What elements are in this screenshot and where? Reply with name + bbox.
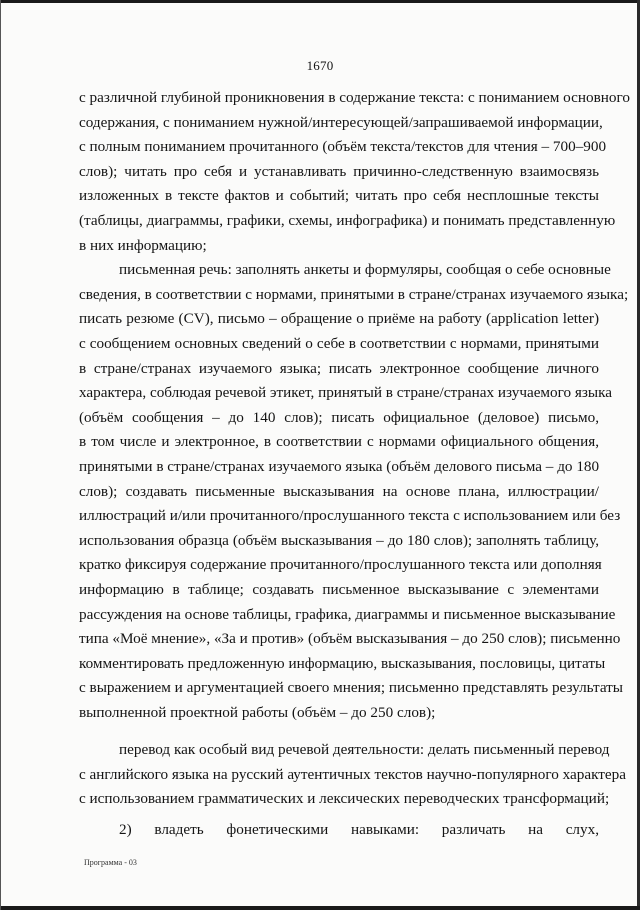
text-line: с английского языка на русский аутентичных текстов научно-популярного характера [79,765,626,783]
text-line: кратко фиксируя содержание прочитанного/прослушанного текста или дополняя [79,556,602,574]
text-line: с использованием грамматических и лексических переводческих трансформаций; [79,790,610,808]
text-line: характера, соблюдая речевой этикет, принятый в стране/странах изучаемого языка [79,384,612,402]
text-line: информацию в таблице; создавать письменное высказывание с элементами [79,581,599,598]
text-line: письменная речь: заполнять анкеты и формуляры, сообщая о себе основные [119,261,611,279]
footer-note: Программа - 03 [84,858,137,867]
text-line: (объём сообщения – до 140 слов); писать официальное (деловое) письмо, [79,408,599,426]
page-number: 1670 [306,58,334,73]
text-line: 2) владеть фонетическими навыками: различать на слух, [119,821,599,838]
text-line: комментировать предложенную информацию, высказывания, пословицы, цитаты [79,654,606,672]
text-line: изложенных в тексте фактов и событий; читать про себя несплошные тексты [79,187,599,205]
text-line: с сообщением основных сведений о себе в соответствии с нормами, принятыми [79,335,599,352]
text-line: перевод как особый вид речевой деятельности: делать письменный перевод [119,741,610,758]
text-line: в стране/странах изучаемого языка; писать электронное сообщение личного [79,359,599,377]
text-line: сведения, в соответствии с нормами, принятыми в стране/странах изучаемого языка; [79,285,629,303]
text-line: слов); читать про себя и устанавливать причинно-следственную взаимосвязь [79,162,599,180]
text-line: с выражением и аргументацией своего мнения; письменно представлять результаты [79,679,624,697]
text-line: слов); создавать письменные высказывания на основе плана, иллюстрации/ [79,482,599,500]
text-line: принятыми в стране/странах изучаемого языка (объём делового письма – до 180 [79,458,600,475]
text-line: рассуждения на основе таблицы, графика, диаграммы и письменное высказывание [79,605,616,623]
text-line: типа «Моё мнение», «За и против» (объём высказывания – до 250 слов); письменно [79,630,621,648]
text-line: использования образца (объём высказывания – до 180 слов); заполнять таблицу, [79,531,599,549]
text-line: в них информацию; [79,236,207,254]
text-line: выполненной проектной работы (объём – до 250 слов); [79,704,436,721]
text-line: с различной глубиной проникновения в содержание текста: с пониманием основного [79,89,630,106]
text-line: с полным пониманием прочитанного (объём текста/текстов для чтения – 700–900 [79,138,607,156]
text-line: в том числе и электронное, в соответствии с нормами официального общения, [79,433,599,451]
scan-edge-bottom [0,906,640,910]
scan-edge-top [0,0,640,3]
text-line: (таблицы, диаграммы, графики, схемы, инфографика) и понимать представленную [79,212,616,229]
text-line: иллюстраций и/или прочитанного/прослушанного текста с использованием или без [79,507,621,525]
scan-edge-left [0,0,1,910]
text-line: содержания, с пониманием нужной/интересующей/запрашиваемой информации, [79,113,603,131]
text-line: писать резюме (CV), письмо – обращение о приёме на работу (application letter) [79,310,599,328]
